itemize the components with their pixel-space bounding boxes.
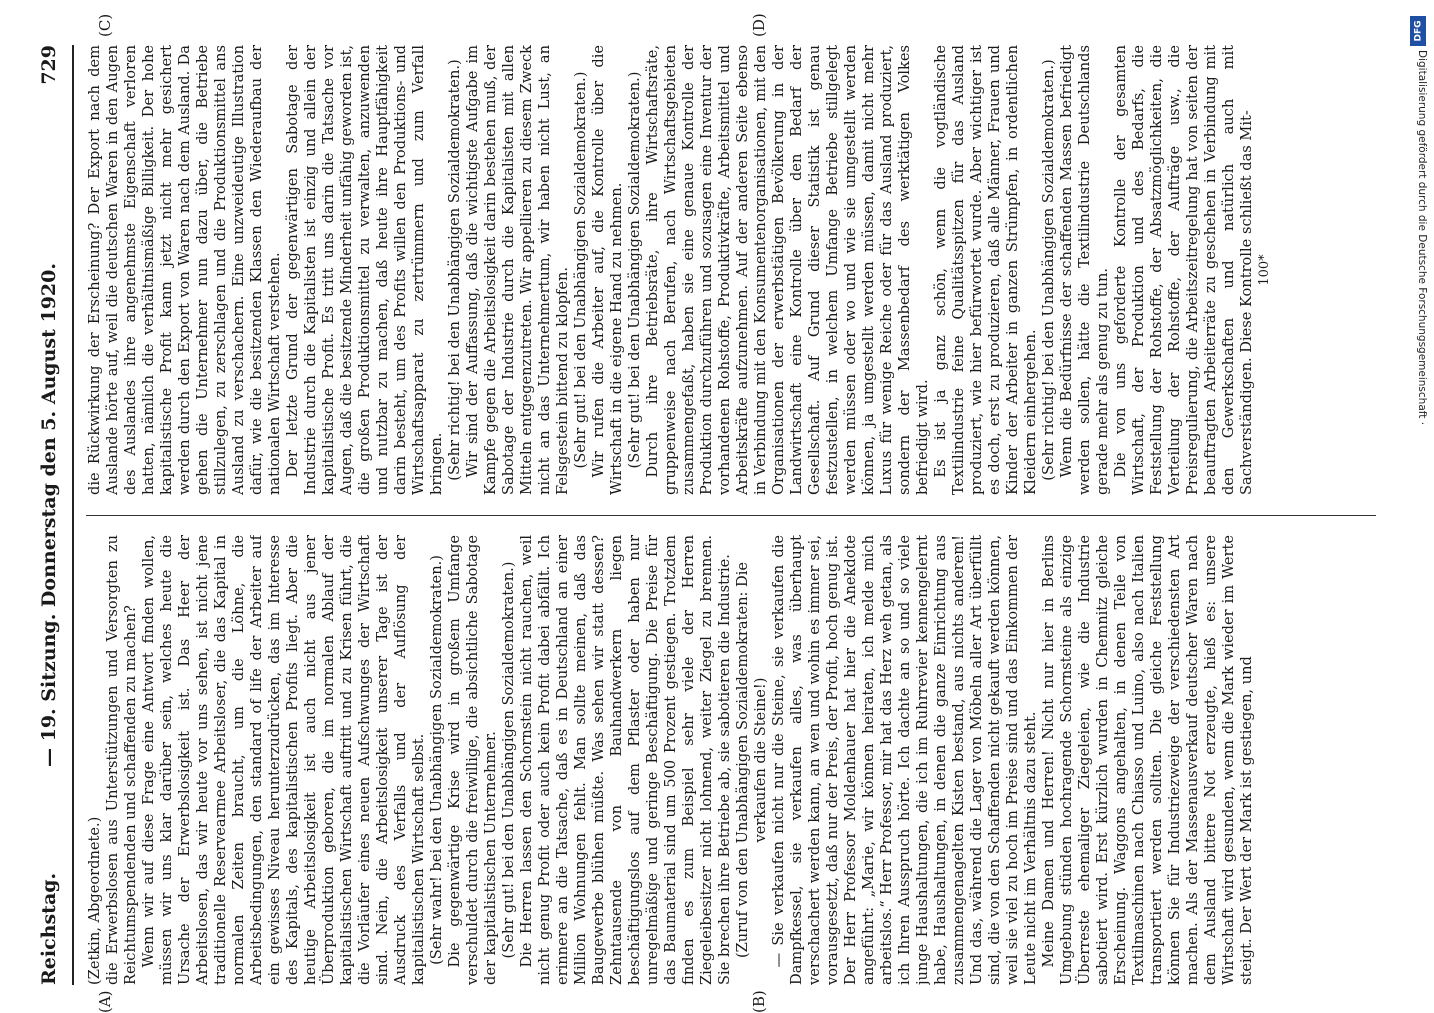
right-column-paragraph: Der letzte Grund der gegenwärtigen Sabotage der Industrie durch die Kapitalisten ist einzig und allein der kapitalistische Profit. Es tritt uns darin die Tatsache vor Augen, daß die besitzende Minderheit unfähig geworden ist, die großen Produktionsmittel zu verwalten, anzuwenden und nutzbar zu machen, daß heute ihre Hauptfähigkeit darin besteht, um des Profits willen den Produktions- und Wirtschaftsapparat zu zertrümmern und zum Verfall bringen. [284, 45, 445, 495]
margin-marker-a: (A) [96, 990, 114, 1013]
left-column-paragraph: die Erwerbslosen aus Unterstützungen und Versorgten zu Reichtumspendenden und schaffenden zu machen? [104, 535, 139, 985]
right-column-paragraph: Es ist ja ganz schön, wenn die vogtländische Textilindustrie feine Qualitätsspitzen für das Ausland produziert, wie hier befürwortet wurde. Aber wichtiger ist es doch, erst zu produzieren, daß alle Männer, Frauen und Kinder der Arbeiter in ganzen Strümpfen, in ordentlichen Kleidern einhergehen. [932, 45, 1039, 495]
right-column-paragraph: (Sehr richtig! bei den Unabhängigen Sozialdemokraten.) [1040, 59, 1057, 481]
right-column-paragraph: (Sehr richtig! bei den Unabhängigen Sozialdemokraten.) [446, 59, 463, 481]
header-rule [72, 45, 74, 985]
right-column-paragraph: Die von uns geforderte Kontrolle der gesamten Wirtschaft, der Produktion und des Bedarfs, die Feststellung der Rohstoffe, der Absatzmöglichkeiten, die Verteilung der Rohstoffe, der Aufträge usw., die Preisregulierung, die Arbeitszeitregelung hat von seiten der beauftragten Arbeiterräte zu geschehen in Verbindung mit den Gewerkschaften und natürlich auch mit Sachverständigen. Diese Kontrolle schließt das Mit- [1112, 45, 1255, 495]
margin-marker-d: (D) [750, 13, 768, 37]
left-column-paragraph: Wenn wir auf diese Frage eine Antwort finden wollen, müssen wir uns klar darüber sein, welches heute die Ursache der Erwerbslosigkeit ist. Das Heer der Arbeitslosen, das wir heute vor uns sehen, ist nicht jene traditionelle Reservearmee Arbeitsloser, die das Kapital in normalen Zeiten braucht, um die Löhne, die Arbeitsbedingungen, den standard of life der Arbeiter auf ein gewisses Niveau herunterzudrücken, das im Interesse des Kapitals, des kapitalistischen Profits liegt. Aber die heutige Arbeitslosigkeit ist auch nicht aus jener Überproduktion geboren, die im normalen Ablauf der kapitalistischen Wirtschaft auftritt und zu Krisen führt, die die Vorläufer eines neuen Aufschwunges der Wirtschaft sind. Nein, die Arbeitslosigkeit unserer Tage ist der Ausdruck des Verfalls und der Auflösung der kapitalistischen Wirtschaft selbst. [140, 535, 427, 985]
header-session-date: — 19. Sitzung. Donnerstag den 5. August 1920. [38, 263, 60, 767]
left-column-paragraph: Meine Damen und Herren! Nicht nur hier in Berlins Umgebung stünden hochragende Schornsteine als einzige Überreste ehemaliger Ziegeleien, wie die Industrie sabotiert wird. Erst kürzlich wurden in Chemnitz gleiche Erscheinung. Waggons angehalten, in denen Teile von Textilmaschinen nach Chiasso und Luino, also nach Italien transportiert werden sollten. Die gleiche Feststellung können Sie für Industriezweige der verschiedensten Art machen. Als der Massenausverkauf deutscher Waren nach dem Ausland bittere Not erzeugte, hieß es: unsere Wirtschaft wird gesunden, wenn die Mark wieder im Werte steigt. Der Wert der Mark ist gestiegen, und [1040, 535, 1255, 985]
left-column-paragraph: Die gegenwärtige Krise wird in großem Umfange verschuldet durch die freiwillige, die absichtliche Sabotage der kapitalistischen Unternehmer. [446, 535, 499, 985]
right-column-paragraph: die Rückwirkung der Erscheinung? Der Export nach dem Auslande hörte auf, weil die deutschen Waren in den Augen des Auslandes ihre angenehmste Eigenschaft verloren hatten, nämlich die verhältnismäßige Billigkeit. Der hohe kapitalistische Profit kann jetzt nicht mehr gesichert werden durch den Export von Waren nach dem Ausland. Da gehen die Unternehmer nun dazu über, die Betriebe stillzulegen, zu zerschlagen und die Produktionsmittel ans Ausland zu verschachern. Eine unzweideutige Illustration dafür, wie die besitzenden Klassen den Wiederaufbau der nationalen Wirtschaft verstehen. [86, 45, 283, 495]
left-column-paragraph: (Sehr gut! bei den Unabhängigen Sozialdemokraten.) [500, 561, 517, 959]
left-column-paragraph: (Zetkin, Abgeordnete.) [86, 816, 103, 985]
right-column-paragraph: Durch ihre Betriebsräte, ihre Wirtschaftsräte, gruppenweise nach Berufen, nach Wirtschaftsgebieten zusammengefaßt, haben sie eine genaue Kontrolle der Produktion durchzuführen und sozusagen eine Inventur der vorhandenen Rohstoffe, Produktivkräfte, Arbeitsmittel und Arbeitskräfte aufzunehmen. Auf der anderen Seite ebenso in Verbindung mit den Konsumentenorganisationen, mit den Organisationen der erwerbstätigen Bevölkerung in der Landwirtschaft eine Kontrolle über den Bedarf der Gesellschaft. Auf Grund dieser Statistik ist genau festzustellen, in welchem Umfange Betriebe stillgelegt werden müssen oder wo und wie sie umgestellt werden können, ja umgestellt werden müssen, damit nicht mehr Luxus für wenige Reiche oder für das Ausland produziert, sondern der Massenbedarf des werktätigen Volkes befriedigt wird. [644, 45, 931, 495]
left-column-paragraph: Die Herren lassen den Schornstein nicht rauchen, weil nicht genug Profit oder auch kein Profit dabei abfällt. Ich erinnere an die Tatsache, daß es in Deutschland an einer Million Wohnungen fehlt. Man sollte meinen, daß das Baugewerbe blühen müßte. Was sehen wir statt dessen? Zehntausende von Bauhandwerkern liegen beschäftigungslos auf dem Pflaster oder haben nur unregelmäßige und geringe Beschäftigung. Die Preise für das Baumaterial sind um 500 Prozent gestiegen. Trotzdem finden es zum Beispiel sehr viele der Herren Ziegeleibesitzer nicht lohnend, weiter Ziegel zu brennen. Sie brechen ihre Betriebe ab, sie sabotieren die Industrie. [518, 535, 733, 985]
header-publication: Reichstag. [38, 872, 60, 985]
right-column-paragraph: 100* [1257, 254, 1272, 286]
left-column-paragraph: (Sehr wahr! bei den Unabhängigen Sozialdemokraten.) [428, 555, 445, 965]
digitization-credit: Digitalisierung gefördert durch die Deutsche Forschungsgemeinschaft · [1416, 50, 1428, 426]
right-column-paragraph: (Sehr gut! bei den Unabhängigen Sozialdemokraten.) [572, 71, 589, 469]
right-column [86, 45, 1386, 495]
right-column-paragraph: Wir rufen die Arbeiter auf, die Kontrolle über die Wirtschaft in die eigene Hand zu nehmen. [590, 45, 625, 495]
right-column-paragraph: Wir sind der Auffassung, daß die wichtigste Aufgabe im Kampfe gegen die Arbeitslosigkeit darin bestehen muß, der Sabotage der Industrie durch die Kapitalisten mit allen Mitteln entgegenzutreten. Wir appellieren zu diesem Zweck nicht an das Unternehmertum, wir haben nicht Lust, an Felsgestein bittend zu klopfen. [464, 45, 571, 495]
column-divider [86, 515, 1376, 516]
page-header [30, 45, 70, 985]
margin-marker-c: (C) [96, 13, 114, 37]
left-column-paragraph: (Zuruf von den Unabhängigen Sozialdemokraten: Die verkaufen die Steine!) [734, 561, 769, 959]
left-column [86, 535, 1386, 985]
right-column-paragraph: (Sehr gut! bei den Unabhängigen Sozialdemokraten.) [626, 71, 643, 469]
digitization-sidebar [1408, 10, 1428, 990]
margin-marker-b: (B) [750, 990, 768, 1013]
left-column-paragraph: — Sie verkaufen nicht nur die Steine, sie verkaufen die Dampfkessel, sie verkaufen alles, was überhaupt verschachert werden kann, an wen und wohin es immer sei, vorausgesetzt, daß nur der Preis, der Profit, hoch genug ist. Der Herr Professor Moldenhauer hat hier die Anekdote angeführt: „Marie, wir können heiraten, ich melde mich arbeitslos.“ Herr Professor, mir hat das Herz weh getan, als ich Ihren Ausspruch hörte. Ich dachte an so und so viele junge Haushaltungen, die ich im Ruhrrevier kennengelernt habe, Haushaltungen, in denen die ganze Einrichtung aus zusammengenagelten Kisten bestand, aus nichts anderem! Und das, während die Lager von Möbeln aller Art überfüllt sind, die von den Schaffenden nicht gekauft werden können, weil sie viel zu hoch im Preise sind und das Einkommen der Leute nicht im Verhältnis dazu steht. [770, 535, 1039, 985]
page-number: 729 [38, 45, 60, 85]
dfg-logo: DFG [1410, 16, 1426, 46]
right-column-paragraph: Wenn die Bedürfnisse der schaffenden Massen befriedigt werden sollen, hätte die Textilindustrie Deutschlands gerade mehr als genug zu tun. [1058, 45, 1111, 495]
rotated-page [30, 13, 1400, 1013]
